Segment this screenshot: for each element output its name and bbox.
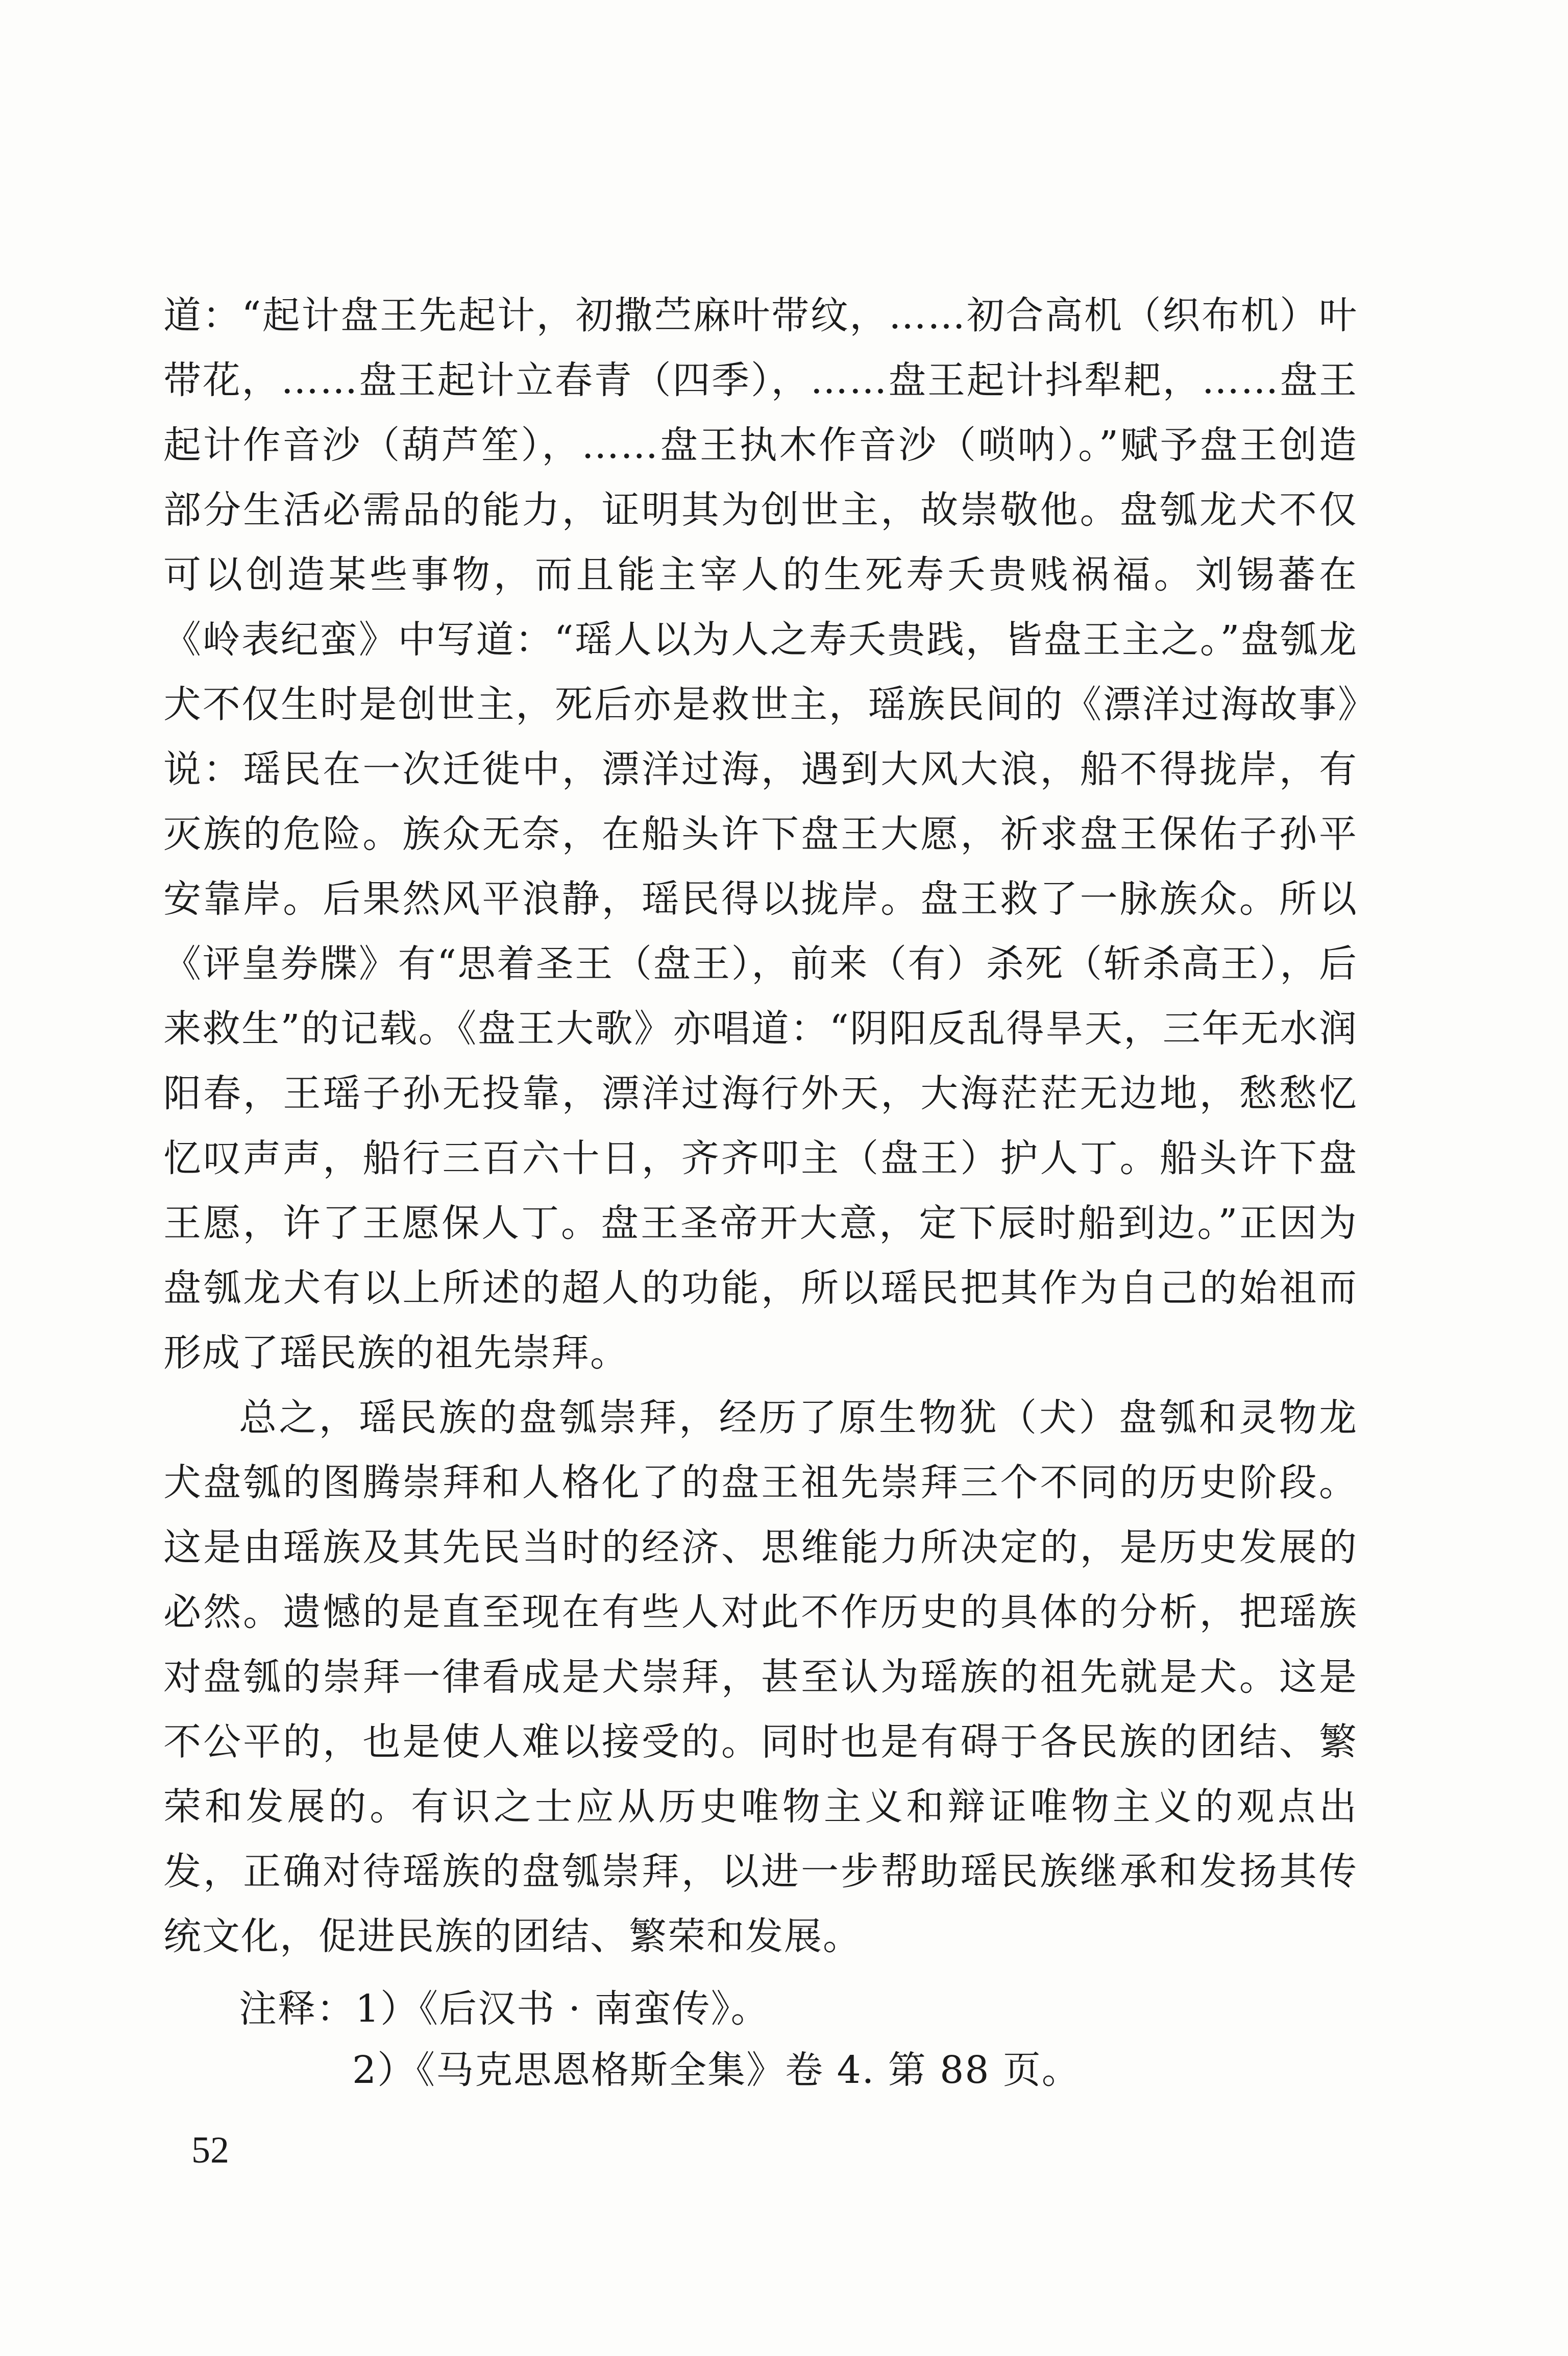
page-number: 52 (191, 2129, 229, 2171)
footnotes (163, 1978, 1358, 2101)
paragraph-continuation: 道：“起计盘王先起计，初撒苎麻叶带纹，……初合高机（织布机）叶带花，……盘王起计立春青（四季），……盘王起计抖犁耙，……盘王起计作音沙（葫芦笙），……盘王执木作音沙（唢呐）。”赋予盘王创造部分生活必需品的能力，证明其为创世主，故崇敬他。盘瓠龙犬不仅可以创造某些事物，而且能主宰人的生死寿夭贵贱祸福。刘锡蕃在《岭表纪蛮》中写道：“瑶人以为人之寿夭贵践，皆盘王主之。”盘瓠龙犬不仅生时是创世主，死后亦是救世主，瑶族民间的《漂洋过海故事》说：瑶民在一次迁徙中，漂洋过海，遇到大风大浪，船不得拢岸，有灭族的危险。族众无奈，在船头许下盘王大愿，祈求盘王保佑子孙平安靠岸。后果然风平浪静，瑶民得以拢岸。盘王救了一脉族众。所以《评皇券牒》有“思着圣王（盘王），前来（有）杀死（斩杀高王），后来救生”的记载。《盘王大歌》亦唱道：“阴阳反乱得旱天，三年无水润阳春，王瑶子孙无投靠，漂洋过海行外天，大海茫茫无边地，愁愁忆忆叹声声，船行三百六十日，齐齐叩主（盘王）护人丁。船头许下盘王愿，许了王愿保人丁。盘王圣帝开大意，定下辰时船到边。”正因为盘瓠龙犬有以上所述的超人的功能，所以瑶民把其作为自己的始祖而形成了瑶民族的祖先崇拜。 (163, 294, 1358, 1375)
paragraph-conclusion: 总之，瑶民族的盘瓠崇拜，经历了原生物犹（犬）盘瓠和灵物龙犬盘瓠的图腾崇拜和人格化了的盘王祖先崇拜三个不同的历史阶段。这是由瑶族及其先民当时的经济、思维能力所决定的，是历史发展的必然。遗憾的是直至现在有些人对此不作历史的具体的分析，把瑶族对盘瓠的崇拜一律看成是犬崇拜，甚至认为瑶族的祖先就是犬。这是不公平的，也是使人难以接受的。同时也是有碍于各民族的团结、繁荣和发展的。有识之士应从历史唯物主义和辩证唯物主义的观点出发，正确对待瑶族的盘瓠崇拜，以进一步帮助瑶民族继承和发扬其传统文化，促进民族的团结、繁荣和发展。 (163, 1396, 1358, 1958)
note-2: 2）《马克思恩格斯全集》卷 4. 第 88 页。 (352, 2048, 1081, 2092)
body-text (163, 283, 1358, 1969)
note-1: 注释：1）《后汉书 · 南蛮传》。 (239, 1987, 770, 2031)
